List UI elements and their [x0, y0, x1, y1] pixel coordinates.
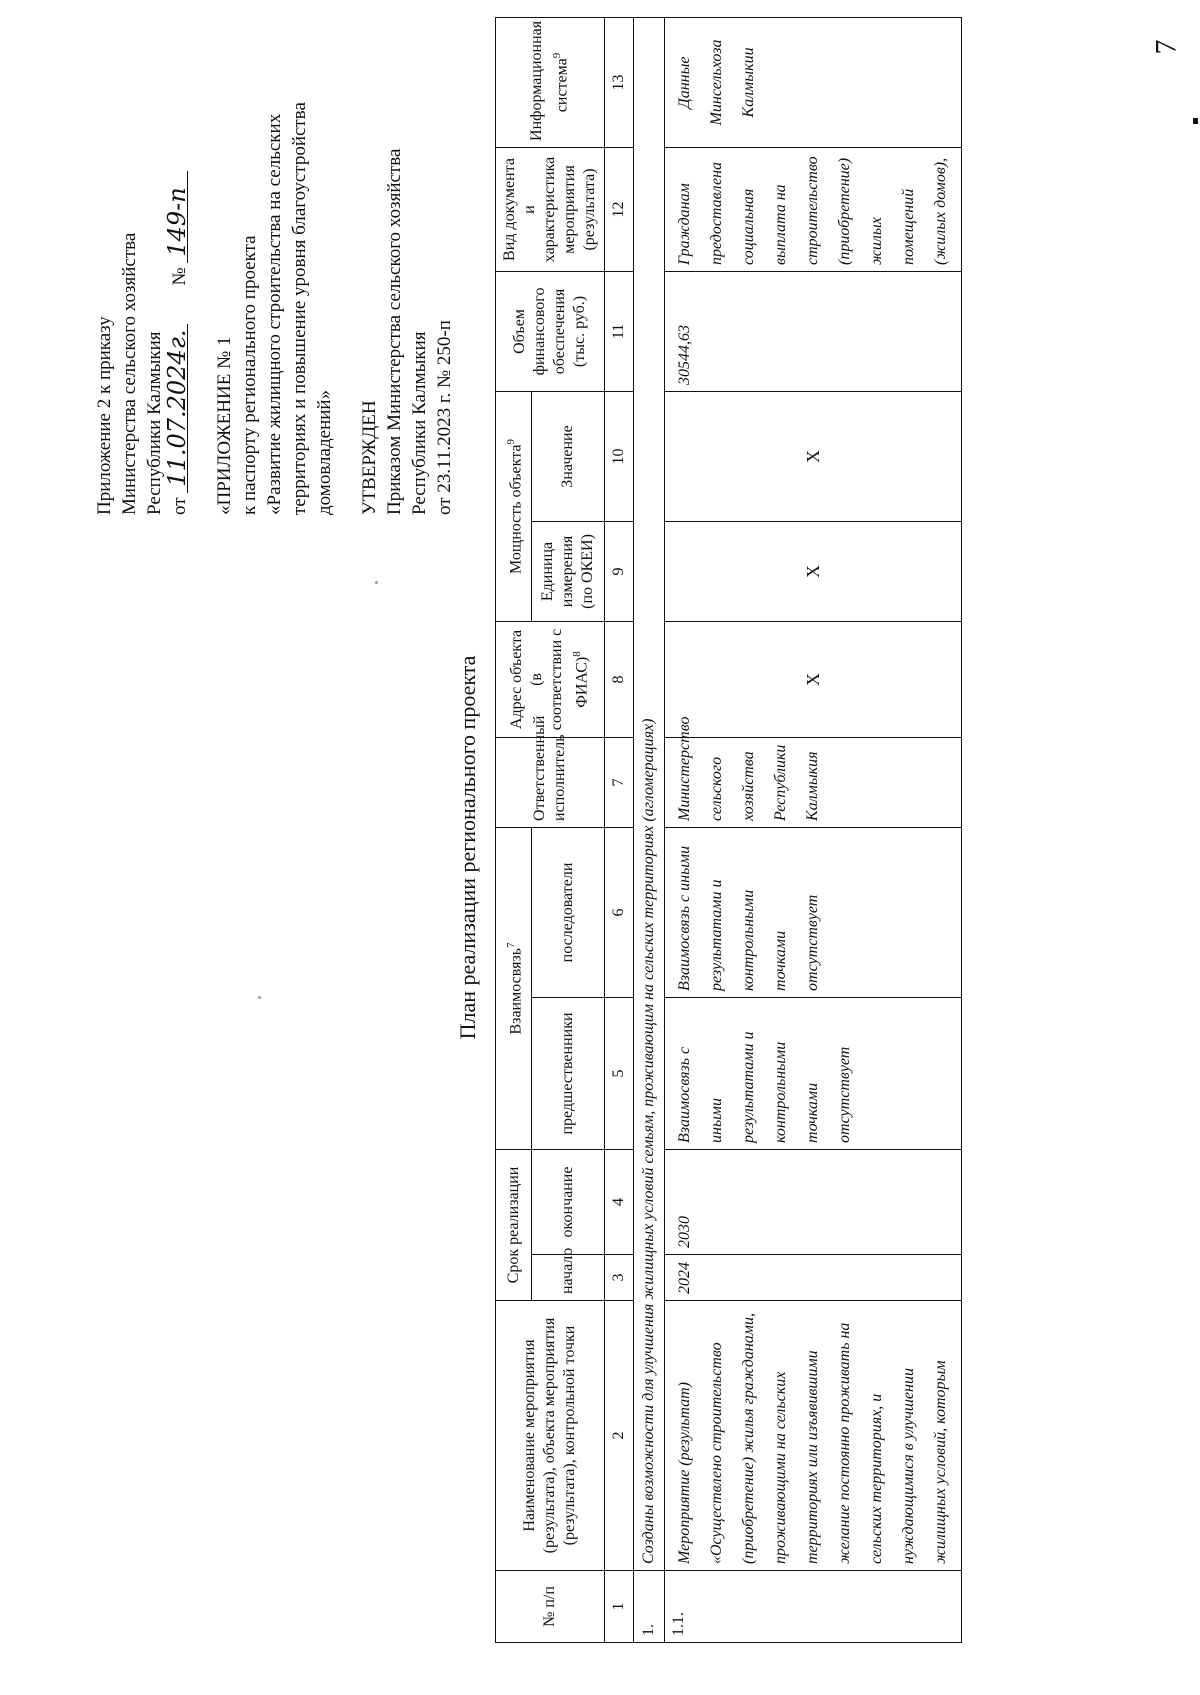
annex-line: домовладений» — [314, 389, 335, 515]
section-number: 1. — [634, 1571, 665, 1643]
col-header-address: Адрес объекта (в соответствии с ФИАС)$^8$ — [496, 621, 605, 737]
approved-title: УТВЕРЖДЕН — [359, 400, 380, 515]
col-header-end: окончание — [532, 1149, 605, 1254]
col-header-capacity: Мощность объекта$^9$ — [496, 391, 532, 621]
annex-line: территориях и повышение уровня благоустройства — [289, 102, 310, 515]
approved-line: от 23.11.2023 г. № 250-п — [434, 320, 455, 515]
col-header-value: Значение — [532, 391, 605, 521]
approved-line: Республики Калмыкия — [409, 331, 430, 515]
date-prefix: от — [169, 497, 190, 515]
number-prefix: № — [169, 267, 190, 286]
column-number: 13 — [605, 17, 634, 147]
column-number: 1 — [605, 1571, 634, 1643]
col-header-link: Взаимосвязь$^7$ — [496, 827, 532, 1149]
header-row — [496, 17, 532, 1642]
column-number: 5 — [605, 997, 634, 1149]
column-number: 2 — [605, 1301, 634, 1571]
column-number: 4 — [605, 1149, 634, 1254]
row-end: 2030 — [665, 1149, 962, 1254]
col-header-successors: последователи — [532, 827, 605, 997]
column-number: 9 — [605, 521, 634, 621]
approved-line: Приказом Министерства сельского хозяйства — [384, 148, 405, 515]
column-number: 10 — [605, 391, 634, 521]
row-start: 2024 — [665, 1255, 962, 1301]
header-line: Республики Калмыкия — [144, 331, 165, 515]
order-header — [92, 45, 457, 515]
implementation-plan-table — [495, 17, 962, 1643]
row-doc-type: Гражданам предоставлена социальная выплата на строительство (приобретение) жилых помещений (жилых домов), — [665, 147, 962, 271]
table-row — [665, 17, 962, 1642]
approval-stamp-text — [357, 45, 457, 515]
column-number: 8 — [605, 621, 634, 737]
col-header-predecessors: предшественники — [532, 997, 605, 1149]
column-number: 3 — [605, 1255, 634, 1301]
row-value: X — [665, 391, 962, 521]
row-predecessors: Взаимосвязь с иными результатами и контрольными точками отсутствует — [665, 997, 962, 1149]
order-date-line — [163, 45, 192, 515]
col-header-name: Наименование мероприятия (результата), объекта мероприятия (результата), контрольной точки — [496, 1301, 605, 1571]
row-info-system: Данные Минсельхоза Калмыкии — [665, 17, 962, 147]
column-number-row — [605, 17, 634, 1642]
row-responsible: Министерство сельского хозяйства Республики Калмыкия — [665, 737, 962, 827]
row-unit: X — [665, 521, 962, 621]
annex-line: «Развитие жилищного строительства на сельских — [264, 113, 285, 515]
col-header-term: Срок реализации — [496, 1149, 532, 1300]
row-finance: 30544,63 — [665, 271, 962, 391]
page-number: 7 — [1149, 39, 1183, 55]
section-row — [634, 17, 665, 1642]
section-text: Созданы возможности для улучшения жилищных условий семьям, проживающим на сельских территориях (агломерациях) — [634, 17, 665, 1570]
col-header-info-system: Информационная система$^9$ — [496, 17, 605, 147]
column-number: 7 — [605, 737, 634, 827]
col-header-responsible: Ответственный исполнитель — [496, 737, 605, 827]
annex-title: «ПРИЛОЖЕНИЕ № 1 — [214, 336, 235, 515]
col-header-finance: Объем финансового обеспечения (тыс. руб.) — [496, 271, 605, 391]
header-line: Министерства сельского хозяйства — [119, 232, 140, 515]
header-line: Приложение 2 к приказу — [94, 316, 115, 515]
col-header-start: начало — [532, 1255, 605, 1301]
handwritten-date: 11.07.2024г. — [167, 324, 188, 493]
column-number: 6 — [605, 827, 634, 997]
annex-line: к паспорту регионального проекта — [239, 235, 260, 515]
row-successors: Взаимосвязь с иными результатами и контрольными точками отсутствует — [665, 827, 962, 997]
col-header-unit: Единица измерения (по ОКЕИ) — [532, 521, 605, 621]
plan-title: План реализации регионального проекта — [455, 655, 480, 1040]
row-name: Мероприятие (результат) «Осуществлено строительство (приобретение) жилья гражданами, проживающими на сельских территориях или изъявившими желание постоянно проживать на сельских территориях, и нуждающимися в улучшении жилищных условий, которым — [665, 1301, 962, 1571]
row-address: X — [665, 621, 962, 737]
row-number: 1.1. — [665, 1571, 962, 1643]
column-number: 11 — [605, 271, 634, 391]
handwritten-number: 149-п — [167, 171, 188, 263]
col-header-doc-type: Вид документа и характеристика мероприятия (результата) — [496, 147, 605, 271]
column-number: 12 — [605, 147, 634, 271]
col-header-no: № п/п — [496, 1571, 605, 1643]
